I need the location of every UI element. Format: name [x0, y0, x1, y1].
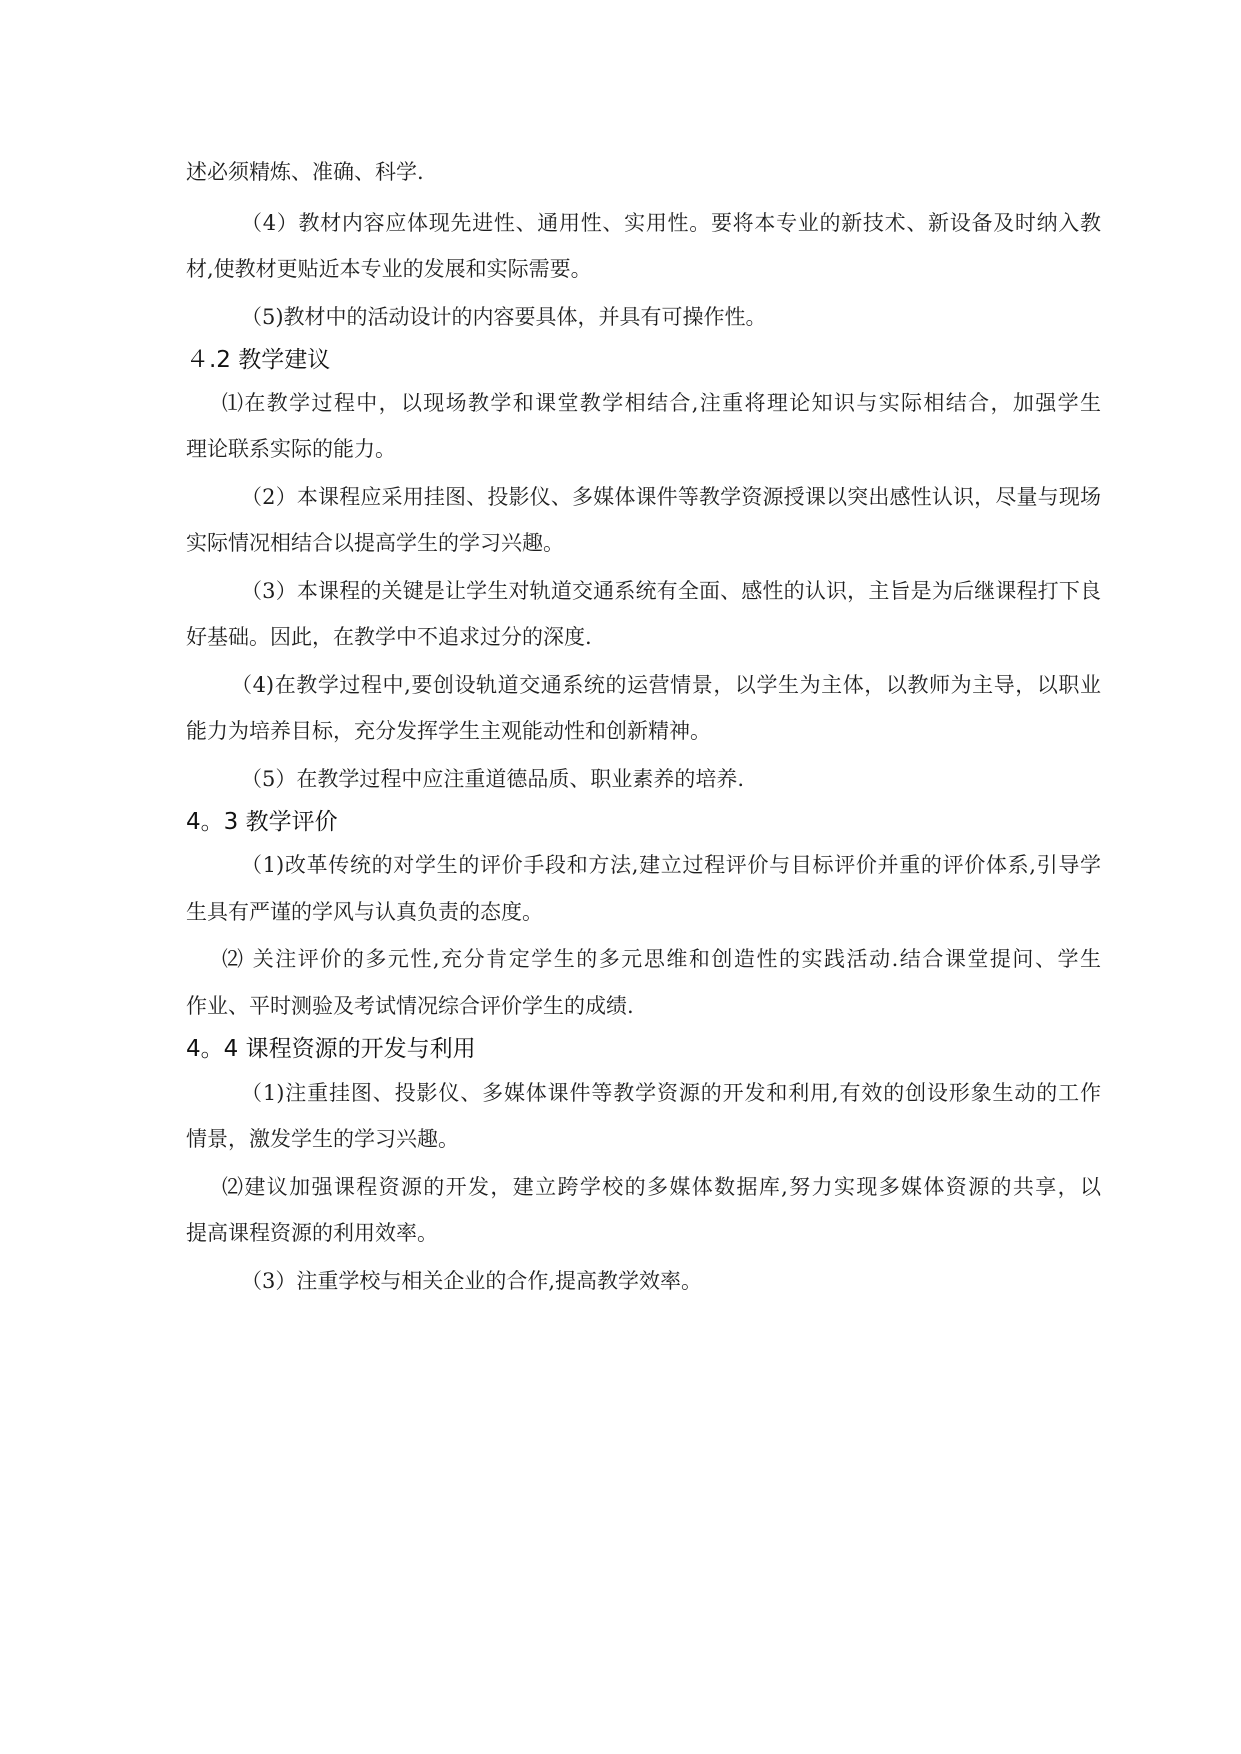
paragraph-line: 理论联系实际的能力。: [186, 437, 396, 461]
paragraph-line: 情景，激发学生的学习兴趣。: [186, 1127, 459, 1151]
paragraph-line: ⑵建议加强课程资源的开发，建立跨学校的多媒体数据库,努力实现多媒体资源的共享，以: [222, 1175, 1101, 1199]
paragraph-line: 材,使教材更贴近本专业的发展和实际需要。: [186, 257, 592, 281]
paragraph-line: 实际情况相结合以提高学生的学习兴趣。: [186, 531, 564, 555]
paragraph-line: 作业、平时测验及考试情况综合评价学生的成绩.: [186, 994, 634, 1018]
paragraph-line: 提高课程资源的利用效率。: [186, 1221, 438, 1245]
paragraph-line: （5）在教学过程中应注重道德品质、职业素养的培养.: [241, 767, 745, 791]
paragraph-line: （3）本课程的关键是让学生对轨道交通系统有全面、感性的认识，主旨是为后继课程打下良: [241, 579, 1101, 603]
paragraph-line: ⑴在教学过程中，以现场教学和课堂教学相结合,注重将理论知识与实际相结合，加强学生: [222, 391, 1101, 415]
paragraph-line: （5)教材中的活动设计的内容要具体，并具有可操作性。: [241, 305, 767, 329]
paragraph-line: （2）本课程应采用挂图、投影仪、多媒体课件等教学资源授课以突出感性认识，尽量与现场: [241, 485, 1101, 509]
paragraph-line: （3）注重学校与相关企业的合作,提高教学效率。: [241, 1269, 703, 1293]
paragraph-line: 生具有严谨的学风与认真负责的态度。: [186, 900, 543, 924]
paragraph-line: 能力为培养目标，充分发挥学生主观能动性和创新精神。: [186, 719, 711, 743]
paragraph-line: （1)注重挂图、投影仪、多媒体课件等教学资源的开发和利用,有效的创设形象生动的工作: [241, 1081, 1101, 1105]
section-heading-4-3: 4。3 教学评价: [186, 809, 338, 835]
paragraph-line: （4)在教学过程中,要创设轨道交通系统的运营情景，以学生为主体，以教师为主导，以职业: [231, 673, 1101, 697]
section-heading-4-4: 4。4 课程资源的开发与利用: [186, 1036, 476, 1062]
paragraph-line: 好基础。因此，在教学中不追求过分的深度.: [186, 625, 592, 649]
paragraph-line: （1)改革传统的对学生的评价手段和方法,建立过程评价与目标评价并重的评价体系,引导学: [241, 853, 1101, 877]
paragraph-line: ⑵ 关注评价的多元性,充分肯定学生的多元思维和创造性的实践活动.结合课堂提问、学生: [222, 947, 1101, 971]
section-heading-4-2: ４.2 教学建议: [186, 347, 331, 373]
paragraph-line: 述必须精炼、准确、科学.: [186, 160, 424, 184]
paragraph-line: （4）教材内容应体现先进性、通用性、实用性。要将本专业的新技术、新设备及时纳入教: [241, 211, 1101, 235]
